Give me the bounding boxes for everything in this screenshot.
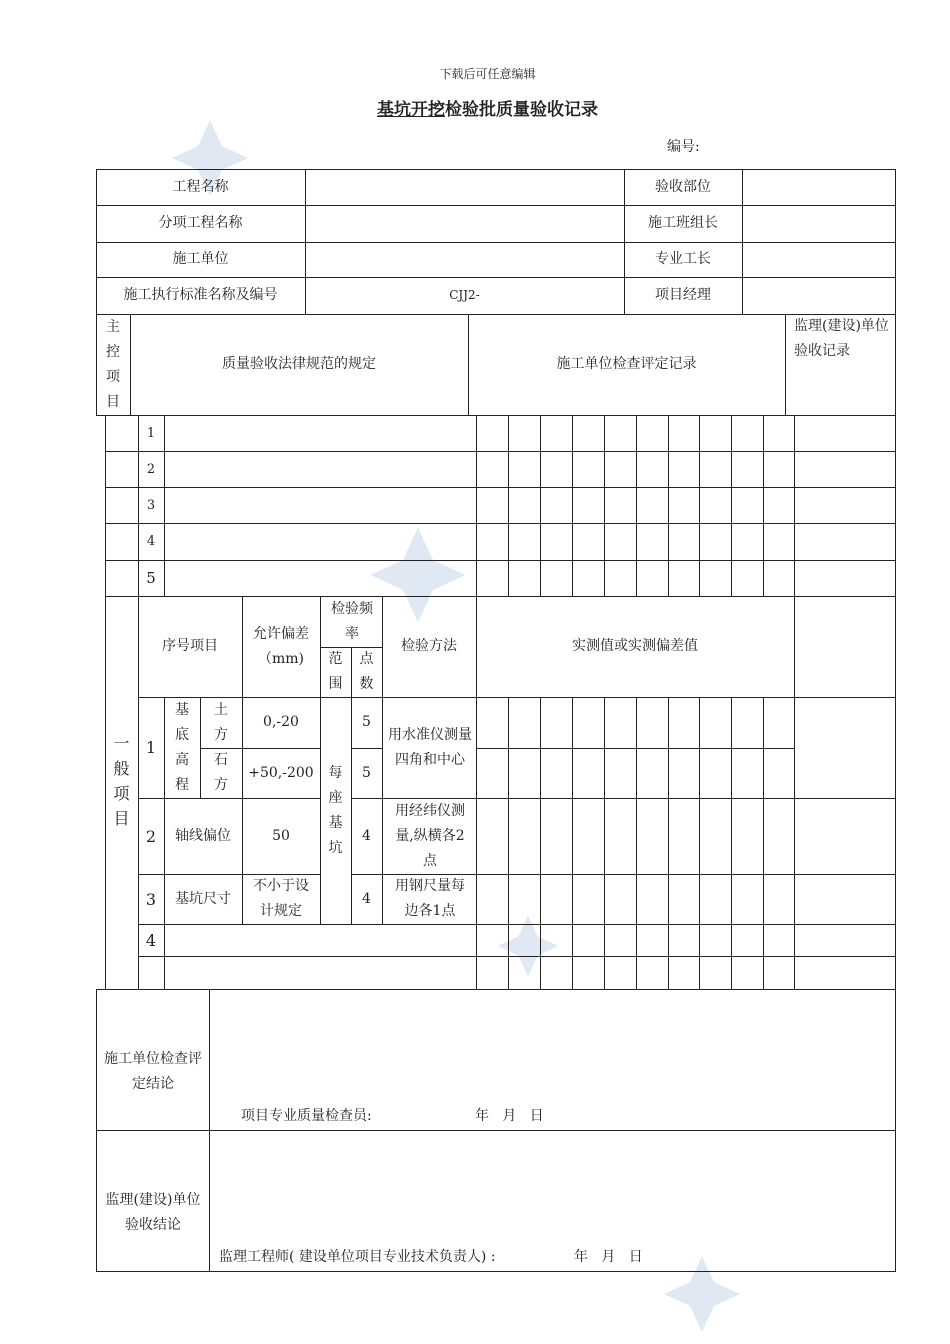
row2-tolerance: 50 [272,827,290,844]
row3-number: 3 [145,889,157,909]
label-project-name: 工程名称 [172,178,229,195]
self-check-header: 施工单位检查评定记录 [556,356,697,372]
code-label: 编号: [667,139,700,155]
engineer-label: 监理工程师( 建设单位项目专业技术负责人) : [219,1249,496,1265]
col-item-header: 序号项目 [162,638,218,654]
watermark-snowflake-icon [662,1254,742,1334]
row1b-sub: 石方 [214,752,228,793]
main-row-number: 2 [146,461,156,477]
row2-number: 2 [145,826,157,846]
general-label: 一般项目 [113,734,130,828]
supervision-header: 监理(建设)单位验收记录 [794,318,889,359]
row3-item: 基坑尺寸 [175,890,231,907]
row1b-points: 5 [362,764,371,781]
main-control-label: 主控项目 [106,318,120,410]
label-foreman: 专业工长 [655,251,711,267]
row1a-tolerance: 0,-20 [263,714,299,730]
supervision-conclusion-label: 监理(建设)单位验收结论 [105,1192,201,1233]
header-note: 下载后可任意编辑 [439,66,536,81]
main-row-number: 1 [146,425,156,441]
col-tolerance-header: 允许偏差（mm) [253,625,309,667]
row3-method: 用钢尺量每边各1点 [395,878,465,919]
row4-number: 4 [145,930,157,950]
title-underlined: 基坑开挖 [377,99,445,120]
label-acceptance-part: 验收部位 [655,178,711,195]
main-row-number: 5 [146,568,156,587]
col-method-header: 检验方法 [401,638,457,654]
main-row-number: 4 [146,534,156,549]
row1-method: 用水准仪测量四角和中心 [388,726,472,768]
col-range-header: 范围 [328,651,343,692]
spec-header: 质量验收法律规范的规定 [222,356,376,372]
row3-points: 4 [362,890,371,907]
label-construction-unit: 施工单位 [172,251,229,267]
row1a-sub: 土方 [214,701,228,743]
range-shared: 每座基坑 [328,765,343,856]
row1-item: 基底高程 [175,701,189,793]
label-sub-project: 分项工程名称 [158,215,243,231]
col-measured-header: 实测值或实测偏差值 [572,638,698,654]
row2-method: 用经纬仪测量,纵横各2点 [395,802,465,869]
unit-conclusion-label: 施工单位检查评定结论 [104,1051,202,1092]
date-1: 年 月 日 [475,1108,544,1124]
label-team-leader: 施工班组长 [648,215,718,231]
row1-number: 1 [145,738,157,757]
row3-tolerance: 不小于设计规定 [253,878,309,919]
inspector-label: 项目专业质量检查员: [241,1108,372,1124]
date-2: 年 月 日 [574,1249,643,1265]
row1a-points: 5 [362,714,371,730]
col-freq-header: 检验频率 [331,600,373,642]
standard-code: CJJ2- [449,288,480,302]
label-manager: 项目经理 [655,287,711,303]
row1b-tolerance: +50,-200 [248,764,314,781]
col-points-header: 点数 [359,651,374,692]
page-title [0,96,950,124]
main-row-number: 3 [146,497,156,513]
label-standard: 施工执行标准名称及编号 [123,287,278,303]
row2-item: 轴线偏位 [175,827,231,844]
title-rest: 检验批质量验收记录 [445,99,598,120]
row2-points: 4 [362,827,371,844]
